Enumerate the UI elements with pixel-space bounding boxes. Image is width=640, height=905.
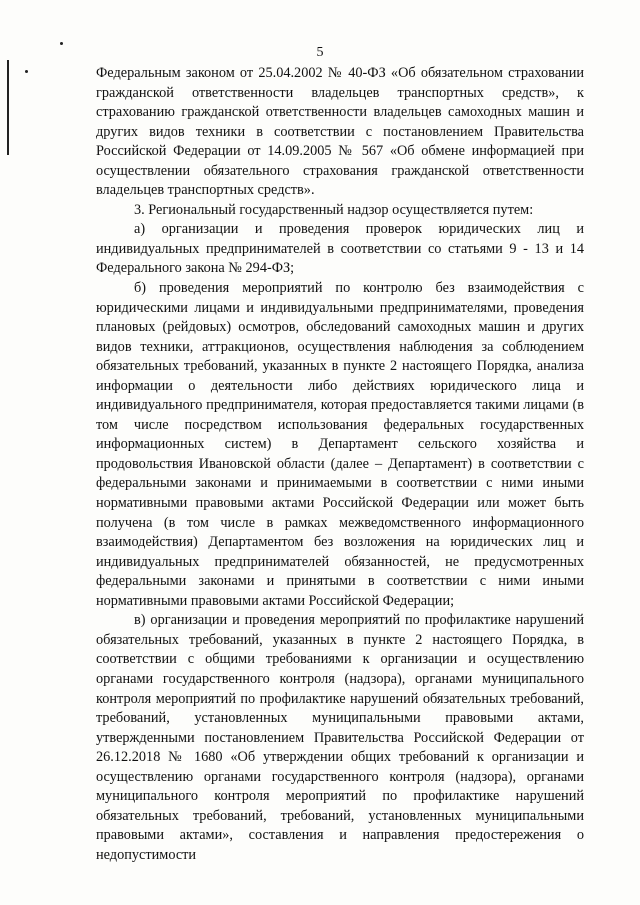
page-number: 5: [316, 45, 324, 60]
paragraph-subitem-a: а) организации и проведения проверок юридических лиц и индивидуальных предпринимателей в соответствии со статьями 9 - 13 и 14 Федерального закона № 294-ФЗ;: [96, 221, 584, 277]
paragraph-item-3: 3. Региональный государственный надзор осуществляется путем:: [134, 201, 534, 218]
document-body: [96, 64, 584, 865]
paragraph-subitem-v: в) организации и проведения мероприятий по профилактике нарушений обязательных требований, указанных в пункте 2 настоящего Порядка, в соответствии с общими требованиями к организации и осуществлению органами государственного контроля (надзора), органами муниципального контроля мероприятий по профилактике нарушений обязательных требований, требований, установленных муниципальными правовыми актами, утвержденными постановлением Правительства Российской Федерации от 26.12.2018 № 1680 «Об утверждении общих требований к организации и осуществлению органами государственного контроля (надзора), органами муниципального контроля мероприятий по профилактике нарушений обязательных требований, требований, установленных муниципальными правовыми актами», составления и направления предостережения о недопустимости: [96, 612, 584, 863]
scan-edge-line: [7, 60, 9, 155]
paragraph-continuation: Федеральным законом от 25.04.2002 № 40-ФЗ «Об обязательном страховании гражданской ответственности владельцев транспортных средств», к страхованию гражданской ответственности владельцев самоходных машин и других видов техники в соответствии с постановлением Правительства Российской Федерации от 14.09.2005 № 567 «Об обмене информацией при осуществлении обязательного страхования гражданской ответственности владельцев транспортных средств».: [96, 65, 584, 199]
paragraph-subitem-b: б) проведения мероприятий по контролю без взаимодействия с юридическими лицами и индивидуальными предпринимателями, проведения плановых (рейдовых) осмотров, обследований самоходных машин и других видов техники, аттракционов, осуществления наблюдения за соблюдением обязательных требований, указанных в пункте 2 настоящего Порядка, анализа информации о деятельности либо действиях юридического лица и индивидуального предпринимателя, которая предоставляется такими лицами (в том числе посредством использования федеральных государственных информационных систем) в Департамент сельского хозяйства и продовольствия Ивановской области (далее – Департамент) в соответствии с федеральными законами и принимаемыми в соответствии с ними иными нормативными правовыми актами Российской Федерации или может быть получена (в том числе в рамках межведомственного информационного взаимодействия) Департаментом без возложения на юридических лиц и индивидуальных предпринимателей обязанностей, не предусмотренных федеральными законами и принятыми в соответствии с ними иными нормативными правовыми актами Российской Федерации;: [96, 280, 584, 609]
scan-speck: [25, 70, 28, 73]
